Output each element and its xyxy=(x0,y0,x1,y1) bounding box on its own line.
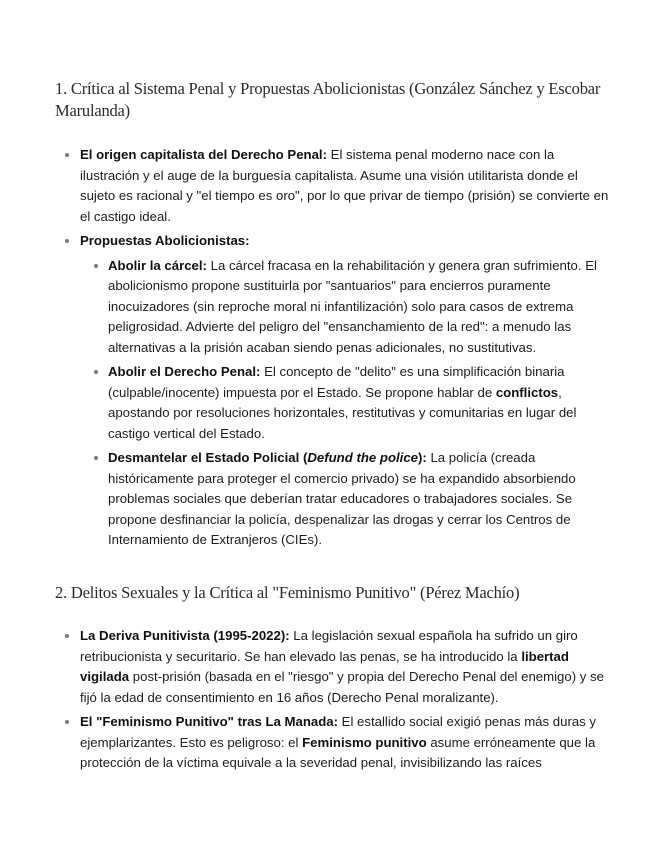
item-text: La policía (creada históricamente para proteger el comercio privado) se ha expandido absorbiendo problemas sociales que deberían tratar educadores o trabajadores sociales. Se propone desfinanciar la policía, despenalizar las drogas y cerrar los Centros de Internamiento de Extranjeros (CIEs). xyxy=(108,450,576,547)
item-text: post-prisión (basada en el "riesgo" y propia del Derecho Penal del enemigo) y se fijó la edad de consentimiento en 16 años (Derecho Penal moralizante). xyxy=(80,669,604,705)
section-1-list xyxy=(80,145,610,555)
item-text: asume erróneamente que la protección de la víctima equivale a la severidad penal, invisibilizando las raíces xyxy=(80,734,596,770)
item-title-italic: Defund the police xyxy=(307,450,418,465)
item-text: El concepto de "delito" es una simplificación binaria (culpable/inocente) impuesta por el Estado. Se propone hablar de xyxy=(108,364,565,400)
item-title-part: Desmantelar el Estado Policial ( xyxy=(108,450,308,465)
section-2-heading: 2. Delitos Sexuales y la Crítica al "Feminismo Punitivo" (Pérez Machío) xyxy=(55,583,520,602)
item-text: El estallido social exigió penas más duras y ejemplarizantes. Esto es peligroso: el xyxy=(80,714,597,750)
item-title: La Deriva Punitivista (1995-2022): xyxy=(80,628,290,643)
item-title xyxy=(108,450,427,465)
item-title-part: ): xyxy=(418,450,427,465)
item-title: El origen capitalista del Derecho Penal: xyxy=(80,147,327,162)
sub-list-item xyxy=(108,256,610,359)
list-item xyxy=(80,712,610,774)
item-title: El "Feminismo Punitivo" tras La Manada: xyxy=(80,714,338,729)
list-item xyxy=(80,145,610,227)
list-item xyxy=(80,626,610,708)
item-title: Abolir la cárcel: xyxy=(108,257,207,273)
section-2-list xyxy=(80,626,610,778)
abolitionist-proposals-list xyxy=(108,256,610,551)
item-text: La cárcel fracasa en la rehabilitación y genera gran sufrimiento. El abolicionismo propone sustituirla por "santuarios" para encierros puramente inocuizadores (sin reproche moral ni infantilización) solo para casos de extrema peligrosidad. Advierte del peligro del "ensanchamiento de la red": a menudo las alternativas a la prisión acaban siendo penas adicionales, no sustitutivas. xyxy=(108,257,597,355)
item-text: , apostando por resoluciones horizontales, restitutivas y comunitarias en lugar del castigo vertical del Estado. xyxy=(108,384,577,441)
section-1-heading: 1. Crítica al Sistema Penal y Propuestas Abolicionistas (González Sánchez y Escobar Marulanda) xyxy=(55,79,601,120)
item-title: Abolir el Derecho Penal: xyxy=(108,364,261,379)
item-text: El sistema penal moderno nace con la ilustración y el auge de la burguesía capitalista. Asume una visión utilitarista donde el sujeto es racional y "el tiempo es oro", por lo que privar de tiempo (prisión) se convierte en el castigo ideal. xyxy=(80,147,609,224)
item-emphasis: conflictos xyxy=(495,384,559,400)
sub-list-item xyxy=(108,448,610,551)
item-text: La legislación sexual española ha sufrido un giro retribucionista y securitario. Se han elevado las penas, se ha introducido la xyxy=(80,628,578,664)
item-title: Propuestas Abolicionistas: xyxy=(80,233,250,248)
list-item xyxy=(80,231,610,551)
item-emphasis: Feminismo punitivo xyxy=(302,734,427,750)
item-emphasis: libertad vigilada xyxy=(80,648,569,684)
sub-list-item xyxy=(108,362,610,444)
